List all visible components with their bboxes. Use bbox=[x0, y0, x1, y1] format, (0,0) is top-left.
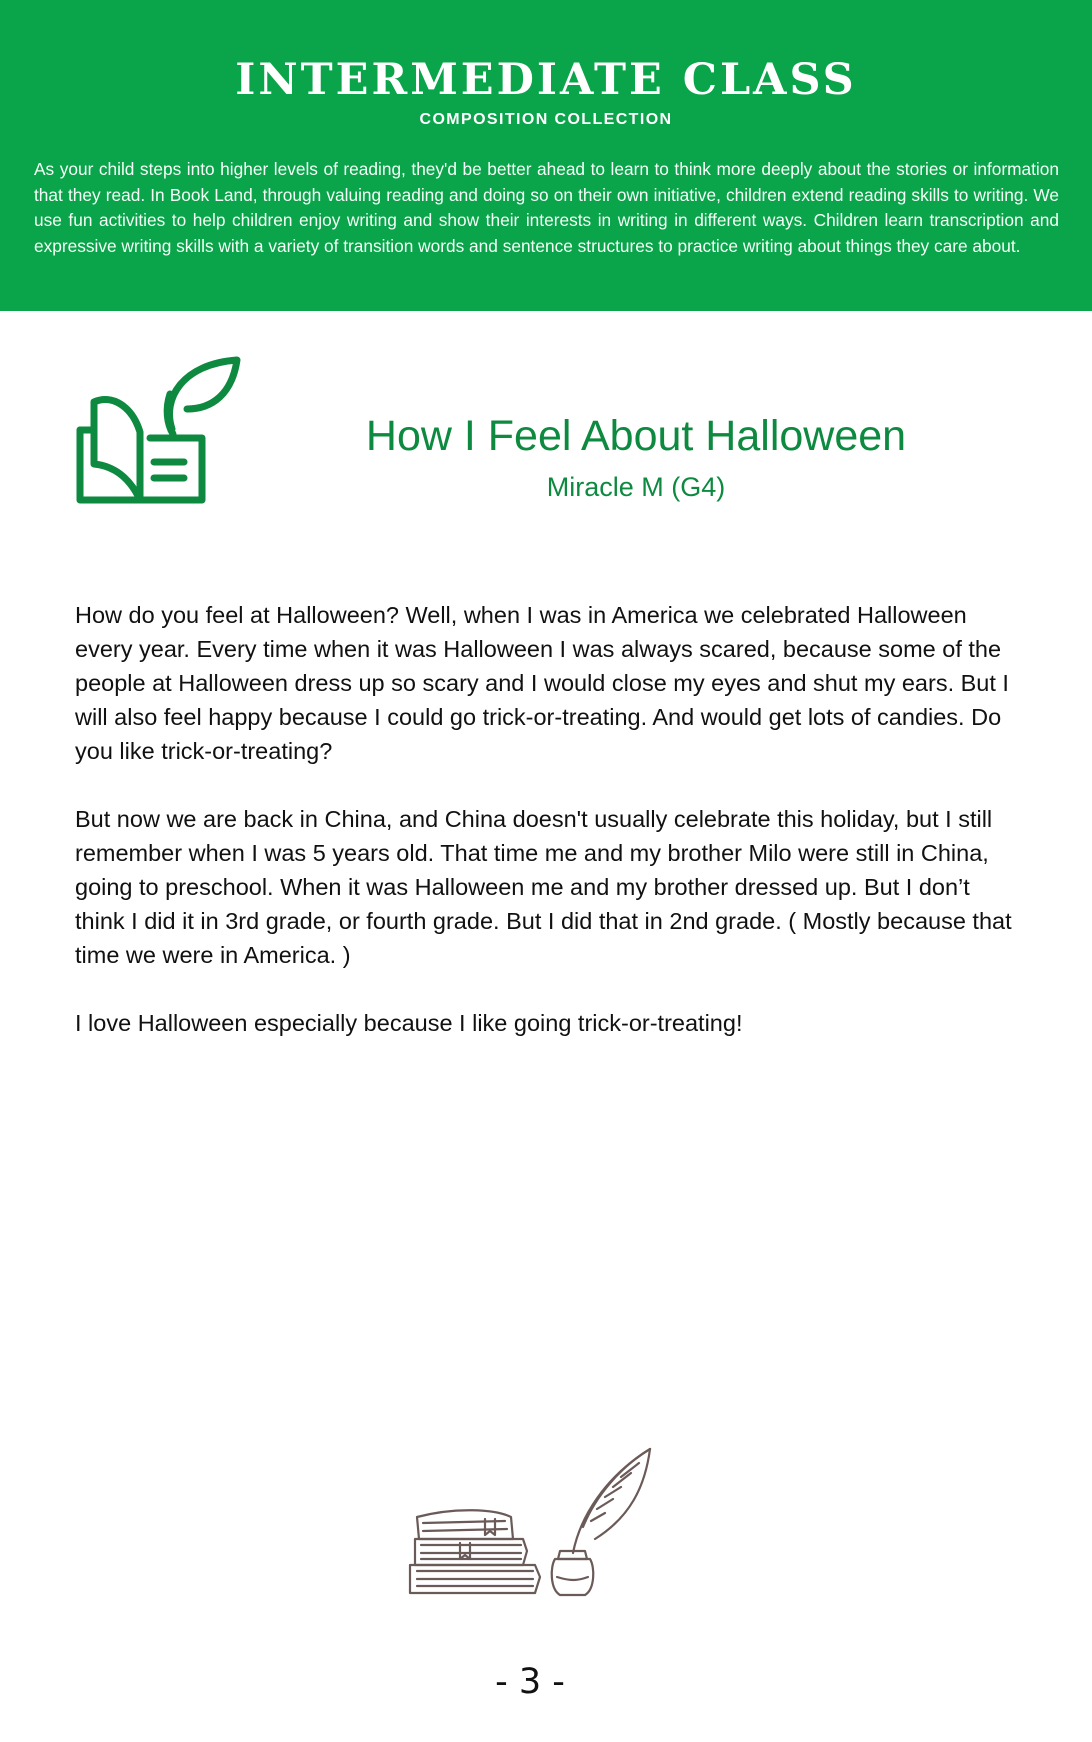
class-title: INTERMEDIATE CLASS bbox=[235, 55, 857, 105]
intro-paragraph: As your child steps into higher levels of reading, they'd be better ahead to learn to think more deeply about the stories or information that they read. In Book Land, through valuing reading and doing so on their own initiative, children extend reading skills to writing. We use fun activities to help children enjoy writing and show their interests in writing in different ways. Children learn transcription and expressive writing skills with a variety of transition words and sentence structures to practice writing about things they care about. bbox=[34, 159, 1059, 256]
essay-paragraph: I love Halloween especially because I like going trick-or-treating! bbox=[75, 1010, 743, 1036]
essay-title: How I Feel About Halloween bbox=[365, 412, 907, 460]
books-and-inkwell-quill-icon bbox=[405, 1447, 665, 1605]
open-book-quill-icon bbox=[72, 354, 252, 509]
header-banner bbox=[0, 0, 1092, 311]
essay-paragraph: How do you feel at Halloween? Well, when I was in America we celebrated Halloween every year. Every time when it was Halloween I was always scared, because some of the people at Halloween dress up so scary and I would close my eyes and shut my ears. But I will also feel happy because I could go trick-or-treating. And would get lots of candies. Do you like trick-or-treating? bbox=[75, 602, 1009, 764]
page-number: - 3 - bbox=[495, 1662, 565, 1702]
essay-paragraph: But now we are back in China, and China doesn't usually celebrate this holiday, but I still remember when I was 5 years old. That time me and my brother Milo were still in China, going to preschool. When it was Halloween me and my brother dressed up. But I don’t think I did it in 3rd grade, or fourth grade. But I did that in 2nd grade. ( Mostly because that time we were in America. ) bbox=[75, 806, 1012, 968]
essay-author: Miracle M (G4) bbox=[546, 472, 726, 502]
collection-subtitle: COMPOSITION COLLECTION bbox=[419, 111, 673, 128]
essay-body bbox=[75, 598, 1015, 1074]
